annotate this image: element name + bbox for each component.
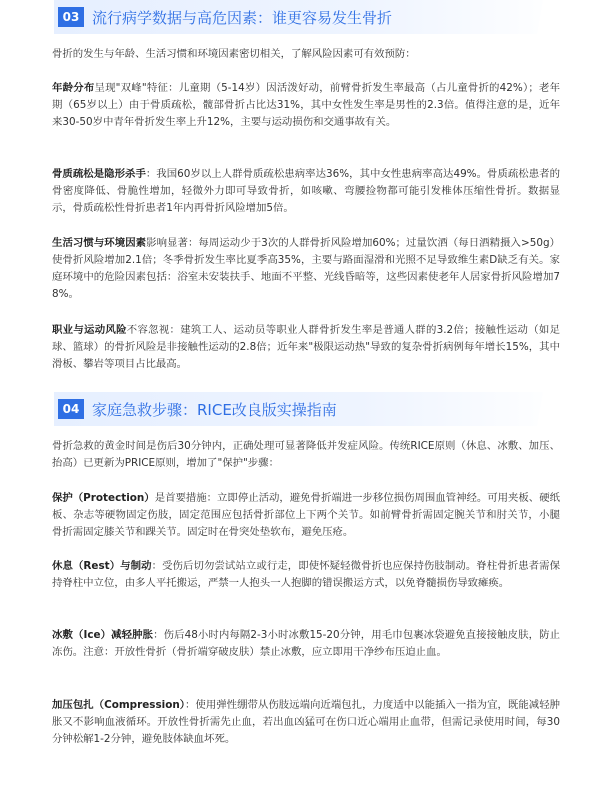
section-intro: 骨折的发生与年龄、生活习惯和环境因素密切相关，了解风险因素可有效预防： xyxy=(52,48,416,60)
paragraph-text: 影响显著：每周运动少于3次的人群骨折风险增加60%；过量饮酒（每日酒精摄入>50g）使骨折风险增加2.1倍；冬季骨折发生率比夏季高35%，主要与路面湿滑和光照不足导致维生素D缺乏有关。家庭环境中的危险因素包括：浴室未安装扶手、地面不平整、光线昏暗等，这些因素使老年人居家骨折风险增加78%。 xyxy=(52,237,560,300)
paragraph-rest xyxy=(52,558,560,592)
paragraph-label: 生活习惯与环境因素 xyxy=(52,237,147,249)
paragraph-label: 休息（Rest）与制动 xyxy=(52,560,152,572)
paragraph-label: 冰敷（Ice）减轻肿胀 xyxy=(52,629,154,641)
paragraph-text: 是首要措施：立即停止活动，避免骨折端进一步移位损伤周围血管神经。可用夹板、硬纸板、杂志等硬物固定伤肢，固定范围应包括骨折部位上下两个关节。如前臂骨折需固定腕关节和肘关节，小腿骨折需固定膝关节和踝关节。固定时在骨突处垫软布，避免压疮。 xyxy=(52,492,560,538)
paragraph-label: 保护（Protection） xyxy=(52,492,155,504)
paragraph-label: 加压包扎（Compression） xyxy=(52,699,185,711)
paragraph-osteoporosis xyxy=(52,166,560,217)
paragraph-text: ：使用弹性绷带从伤肢远端向近端包扎，力度适中以能插入一指为宜，既能减轻肿胀又不影响血液循环。开放性骨折需先止血，若出血凶猛可在伤口近心端用止血带，但需记录使用时间，每30分钟松解1-2分钟，避免肢体缺血坏死。 xyxy=(52,699,560,745)
paragraph-label: 职业与运动风险 xyxy=(52,324,127,336)
section-intro: 骨折急救的黄金时间是伤后30分钟内，正确处理可显著降低并发症风险。传统RICE原则（休息、冰敷、加压、抬高）已更新为PRICE原则，增加了"保护"步骤： xyxy=(52,440,560,469)
paragraph-protection xyxy=(52,490,560,541)
paragraph-text: ：我国60岁以上人群骨质疏松患病率达36%，其中女性患病率高达49%。骨质疏松患者的骨密度降低、骨脆性增加，轻微外力即可导致骨折，如咳嗽、弯腰捡物都可能引发椎体压缩性骨折。数据显示，骨质疏松性骨折患者1年内再骨折风险增加5倍。 xyxy=(52,168,560,214)
section-header-03 xyxy=(54,0,562,34)
paragraph-text: 不容忽视：建筑工人、运动员等职业人群骨折发生率是普通人群的3.2倍；接触性运动（如足球、篮球）的骨折风险是非接触性运动的2.8倍；近年来"极限运动热"导致的复杂骨折病例每年增长15%，其中滑板、攀岩等项目占比最高。 xyxy=(52,324,560,370)
paragraph-text: ：伤后48小时内每隔2-3小时冰敷15-20分钟，用毛巾包裹冰袋避免直接接触皮肤，防止冻伤。注意：开放性骨折（骨折端穿破皮肤）禁止冰敷，应立即用干净纱布压迫止血。 xyxy=(52,629,560,658)
paragraph-age xyxy=(52,80,560,131)
section-header-04 xyxy=(54,392,562,426)
section-number-badge: 03 xyxy=(58,7,84,27)
paragraph-label: 年龄分布 xyxy=(52,82,95,94)
paragraph-compression xyxy=(52,697,560,748)
section-title: 家庭急救步骤：RICE改良版实操指南 xyxy=(92,400,337,419)
paragraph-ice xyxy=(52,627,560,661)
section-number-badge: 04 xyxy=(58,399,84,419)
section-title: 流行病学数据与高危因素：谁更容易发生骨折 xyxy=(92,8,393,27)
paragraph-text: 呈现"双峰"特征：儿童期（5-14岁）因活泼好动，前臂骨折发生率最高（占儿童骨折的42%）；老年期（65岁以上）由于骨质疏松，髋部骨折占比达31%，其中女性发生率是男性的2.3倍。值得注意的是，近年来30-50岁中青年骨折发生率上升12%，主要与运动损伤和交通事故有关。 xyxy=(52,82,561,128)
paragraph-label: 骨质疏松是隐形杀手 xyxy=(52,168,146,180)
paragraph-lifestyle xyxy=(52,235,560,303)
paragraph-occupation xyxy=(52,322,560,373)
paragraph-text: ：受伤后切勿尝试站立或行走，即使怀疑轻微骨折也应保持伤肢制动。脊柱骨折患者需保持脊柱中立位，由多人平托搬运，严禁一人抱头一人抱脚的错误搬运方式，以免脊髓损伤导致瘫痪。 xyxy=(52,560,561,589)
